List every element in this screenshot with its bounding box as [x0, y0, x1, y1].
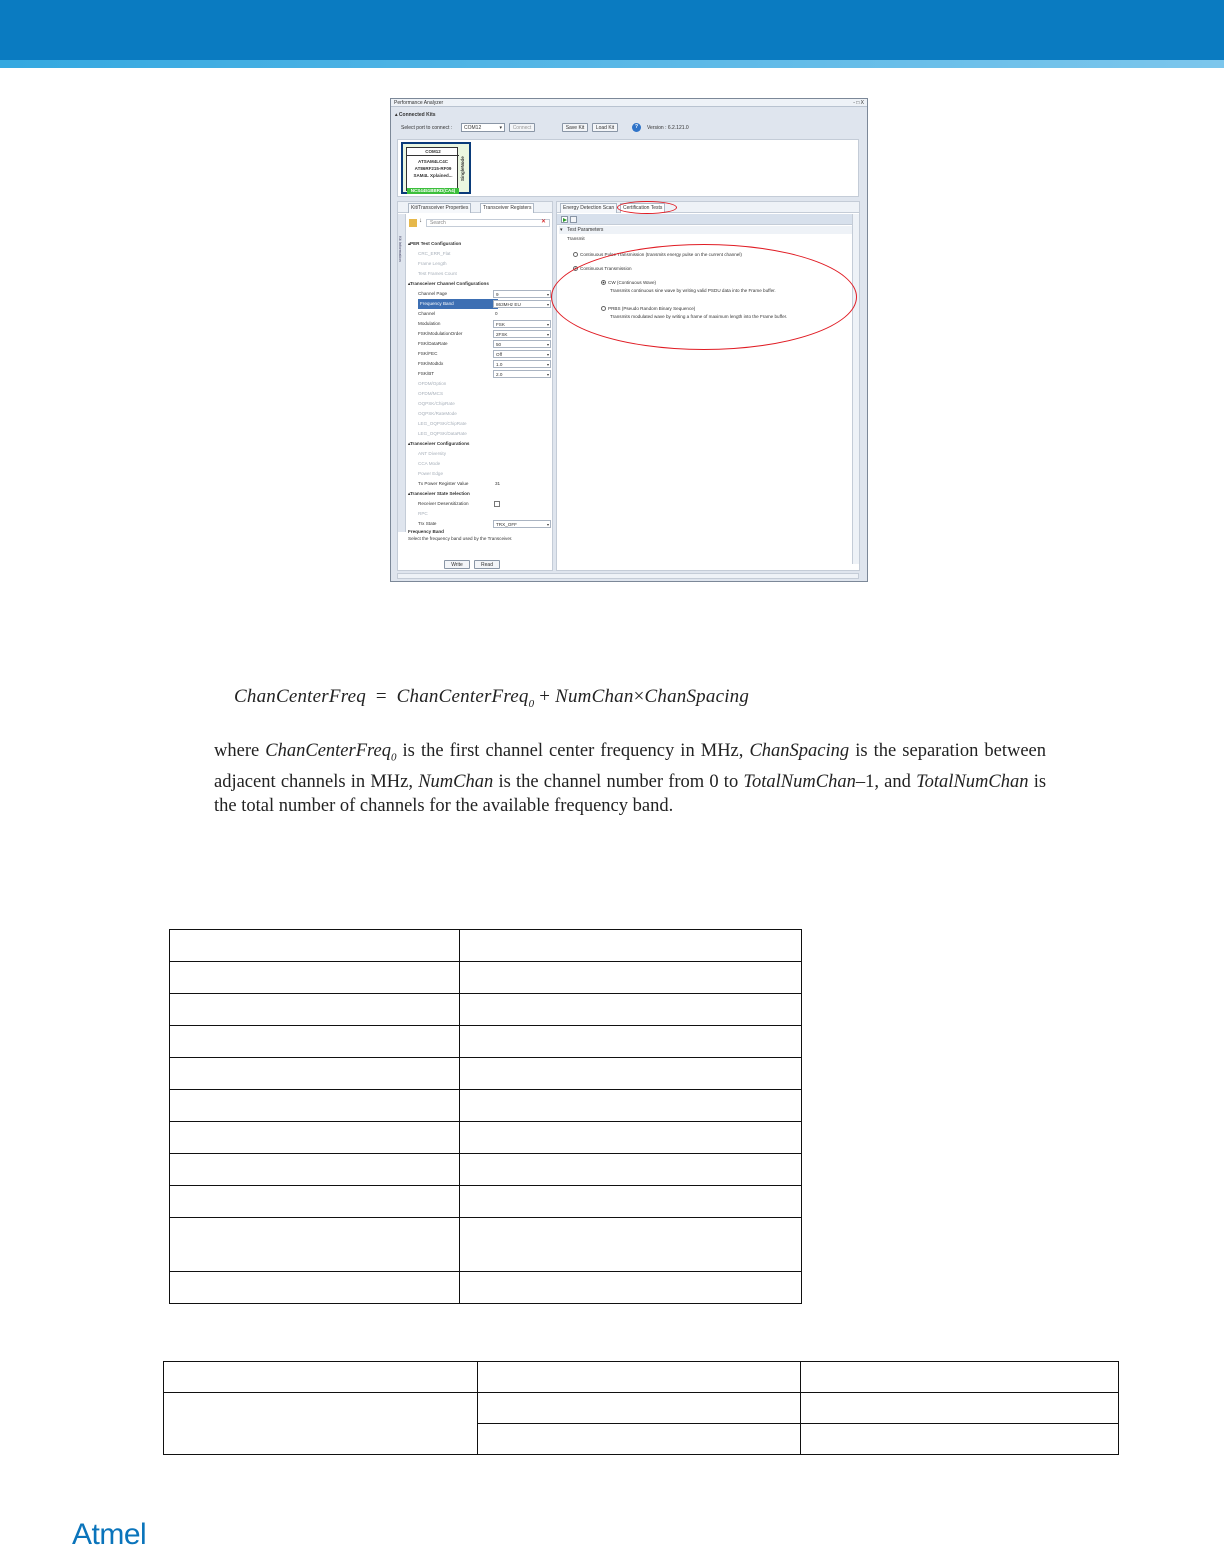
property-value-text: Off [496, 352, 503, 357]
window-controls[interactable]: - □ X [853, 100, 864, 106]
kit-panel [397, 139, 859, 197]
option-cw-description: Transmits continuous sine wave by writing valid PSDU data into the Frame buffer. [610, 288, 776, 293]
property-label: FSK/ModIdx [418, 361, 444, 366]
property-label: PER Test Configuration [410, 241, 462, 246]
option-prbs-description: Transmits modulated wave by writing a frame of maximum length into the Frame buffer. [610, 314, 788, 319]
property-value-text: 0 [495, 311, 498, 316]
chevron-down-icon[interactable]: ▾ [546, 342, 549, 347]
chevron-down-icon[interactable]: ▾ [546, 352, 549, 357]
property-label: CCA Mode [418, 461, 441, 466]
property-label: Frame Length [418, 261, 447, 266]
description-title: Frequency Band [408, 529, 444, 534]
property-category[interactable] [408, 489, 552, 499]
save-kit-button[interactable]: Save Kit [562, 123, 588, 132]
property-label: OQPSK/ChipRate [418, 401, 455, 406]
property-value-text: 31 [495, 481, 501, 486]
option-prbs[interactable]: PRBS (Pseudo Random Binary Sequence) [601, 306, 695, 312]
property-label: LEG_OQPSK/DataRate [418, 431, 467, 436]
properties-panel [397, 201, 553, 571]
write-button[interactable]: Write [444, 560, 470, 569]
property-value[interactable] [493, 300, 551, 308]
table-row [170, 962, 802, 994]
property-label: Tx Power Register Value [418, 481, 469, 486]
property-value[interactable] [493, 290, 551, 298]
property-row[interactable] [408, 429, 552, 439]
property-label: CRC_ERR_Flat [418, 251, 451, 256]
table-row [170, 1154, 802, 1186]
property-label: OQPSK/RateMode [418, 411, 457, 416]
option-cw[interactable]: CW (Continuous Wave) [601, 280, 656, 286]
property-label: LEG_OQPSK/ChipRate [418, 421, 467, 426]
chevron-down-icon: ▾ [499, 125, 502, 131]
property-value-text: 50 [496, 342, 502, 347]
chevron-down-icon[interactable]: ▾ [546, 522, 549, 527]
property-value[interactable] [493, 330, 551, 338]
sort-icon[interactable]: ↓ [419, 218, 422, 224]
property-label: OFDM/MCS [418, 391, 444, 396]
right-tab-row [557, 202, 859, 213]
tab-energy-detection-scan[interactable]: Energy Detection Scan [560, 203, 617, 213]
property-label: Transceiver State Selection [410, 491, 470, 496]
property-row[interactable] [408, 339, 552, 349]
band-table [163, 1361, 1119, 1455]
table-row [170, 1058, 802, 1090]
property-row[interactable] [408, 249, 552, 259]
table-row [170, 1186, 802, 1218]
vertical-scrollbar[interactable] [852, 214, 859, 564]
property-label: Trx State [418, 521, 437, 526]
table-row [164, 1393, 1119, 1424]
property-value-text: 863MHz EU [496, 302, 521, 307]
write-read-bar [398, 557, 552, 571]
property-value-text: 2.0 [496, 372, 503, 377]
help-icon[interactable]: ? [632, 123, 641, 132]
property-value-text: 2FSK [496, 332, 508, 337]
property-label: FSK/BT [418, 371, 435, 376]
property-row[interactable] [408, 449, 552, 459]
stop-icon[interactable] [570, 216, 577, 223]
property-value[interactable] [493, 520, 551, 528]
property-label: Modulation [418, 321, 441, 326]
chevron-down-icon[interactable]: ▾ [546, 302, 549, 307]
property-value[interactable] [493, 360, 551, 368]
property-value[interactable] [493, 350, 551, 358]
transmit-label: Transmit [567, 236, 585, 241]
version-text: Version : 6.2.121.0 [647, 125, 689, 131]
property-label: OFDM/Option [418, 381, 447, 386]
property-row[interactable] [408, 499, 552, 509]
read-button[interactable]: Read [474, 560, 500, 569]
connect-button[interactable]: Connect [509, 123, 535, 132]
property-label: Test Frames Count [418, 271, 457, 276]
kit-card-transceiver: AT86RF215-RF09 [414, 166, 452, 171]
header-stripe [0, 60, 1224, 68]
property-label: RPC [418, 511, 428, 516]
property-row[interactable] [408, 299, 552, 309]
property-label: Transceiver Configurations [410, 441, 470, 446]
clear-search-icon[interactable]: ✕ [540, 219, 546, 225]
property-row[interactable] [408, 379, 552, 389]
property-row[interactable] [408, 509, 552, 519]
property-row[interactable] [408, 349, 552, 359]
start-icon[interactable] [561, 216, 568, 223]
property-value-text: FSK [496, 322, 505, 327]
kit-card-mcu: ATSAM4LC4C [418, 159, 448, 164]
property-row[interactable] [408, 369, 552, 379]
chevron-down-icon[interactable]: ▾ [546, 372, 549, 377]
property-value[interactable] [493, 340, 551, 348]
certification-panel [556, 201, 860, 571]
property-row[interactable] [408, 359, 552, 369]
property-category[interactable] [408, 439, 552, 449]
property-row[interactable] [408, 289, 552, 299]
kit-card[interactable] [401, 142, 471, 194]
radio-icon [573, 252, 578, 257]
table-row [170, 1122, 802, 1154]
property-value[interactable] [493, 370, 551, 378]
property-label: Frequency Band [418, 299, 498, 309]
table-row [170, 1272, 802, 1304]
chevron-down-icon[interactable]: ▾ [546, 332, 549, 337]
kit-card-mode: SingleNode [460, 156, 465, 182]
load-kit-button[interactable]: Load Kit [592, 123, 618, 132]
header-bar [0, 0, 1224, 60]
side-strip-label: Kit Information [398, 236, 403, 262]
property-label: ANT Diversity [418, 451, 446, 456]
option-continuous-transmission[interactable]: Continuous Transmission [573, 266, 632, 272]
kit-toolbar [399, 123, 859, 133]
property-value[interactable] [493, 310, 551, 318]
property-row[interactable] [408, 259, 552, 269]
checkbox[interactable] [494, 501, 500, 507]
chevron-down-icon[interactable]: ▾ [546, 362, 549, 367]
certification-toolbar [557, 214, 859, 225]
property-row[interactable] [408, 459, 552, 469]
test-parameters-section[interactable]: ▾ Test Parameters [559, 226, 857, 234]
kit-card-id: NCS4451BBRD(CA4) [410, 188, 456, 193]
collapse-icon: ▴ [408, 441, 411, 446]
property-row[interactable] [408, 309, 552, 319]
property-label: FSK/DataRate [418, 341, 448, 346]
collapse-icon: ▴ [408, 491, 411, 496]
highlight-certification-tab [617, 201, 677, 214]
table-row [164, 1362, 1119, 1393]
description-text: Select the frequency band used by the Transceiver. [408, 536, 513, 541]
property-row[interactable] [408, 479, 552, 489]
property-value-text: 9 [496, 292, 499, 297]
atmel-logo: Atmel [72, 1518, 147, 1551]
property-category[interactable] [408, 279, 552, 289]
property-row[interactable] [408, 319, 552, 329]
table-row [170, 1218, 802, 1272]
property-label: Transceiver Channel Configurations [410, 281, 489, 286]
property-value[interactable] [493, 480, 551, 488]
connected-kits-heading[interactable]: ▴ Connected Kits [395, 112, 436, 118]
property-row[interactable] [408, 419, 552, 429]
property-value-text: 1.0 [496, 362, 503, 367]
highlight-transmit-options [551, 244, 857, 350]
property-row[interactable] [408, 469, 552, 479]
kit-card-port: COM12 [407, 148, 459, 156]
chevron-down-icon[interactable]: ▾ [546, 292, 549, 297]
property-label: Channel [418, 311, 436, 316]
property-label: Power Edge [418, 471, 444, 476]
left-tab-row [398, 202, 552, 213]
horizontal-scrollbar[interactable] [397, 573, 859, 579]
property-row[interactable] [408, 389, 552, 399]
channel-frequency-formula: ChanCenterFreq = ChanCenterFreq$_0$ + NumChan×ChanSpacing [234, 686, 750, 710]
table-row [170, 994, 802, 1026]
property-label: Receiver Desensitization [418, 501, 469, 506]
categorize-icon[interactable] [409, 219, 417, 227]
table-row [170, 1090, 802, 1122]
property-row[interactable] [408, 269, 552, 279]
property-label: Channel Page [418, 291, 448, 296]
tab-kit-properties[interactable]: Kit/Transceiver Properties [408, 203, 471, 213]
formula-explanation: where ChanCenterFreq$_0$ is the first channel center frequency in MHz, ChanSpacing is the separation between adjacent channels in MHz, NumChan is the channel number from 0 to TotalNumChan–1, and TotalNumChan is the total number of channels for the available frequency band. [214, 741, 1047, 816]
property-row[interactable] [408, 329, 552, 339]
table-row [170, 930, 802, 962]
property-value[interactable] [493, 320, 551, 328]
port-select[interactable]: COM12 ▾ [461, 123, 505, 132]
tab-transceiver-registers[interactable]: Transceiver Registers [480, 203, 534, 213]
table-row [170, 1026, 802, 1058]
option-continuous-pulse[interactable]: Continuous Pulse Transmission (transmits energy pulse on the current channel) [573, 252, 742, 258]
property-category[interactable] [408, 239, 552, 249]
select-port-label: Select port to connect : [401, 125, 453, 131]
property-label: FSK/FEC [418, 351, 438, 356]
property-row[interactable] [408, 399, 552, 409]
chevron-down-icon[interactable]: ▾ [546, 322, 549, 327]
collapse-icon: ▴ [408, 241, 411, 246]
tab-certification-tests[interactable]: Certification Tests [620, 203, 665, 213]
window-title: Performance Analyzer [391, 99, 867, 107]
collapse-icon: ▴ [408, 281, 411, 286]
collapse-icon: ▴ [395, 112, 399, 118]
property-label: FSK/ModulationOrder [418, 331, 463, 336]
collapse-icon: ▾ [560, 227, 563, 233]
property-row[interactable] [408, 409, 552, 419]
property-description [408, 528, 552, 542]
property-value-text: TRX_OFF [496, 522, 517, 527]
side-strip[interactable] [398, 214, 406, 532]
parameter-table [169, 929, 802, 1304]
kit-card-board: SAM4L Xplained... [413, 173, 453, 178]
performance-analyzer-screenshot [390, 98, 868, 582]
search-input[interactable]: Search ✕ [426, 219, 550, 227]
